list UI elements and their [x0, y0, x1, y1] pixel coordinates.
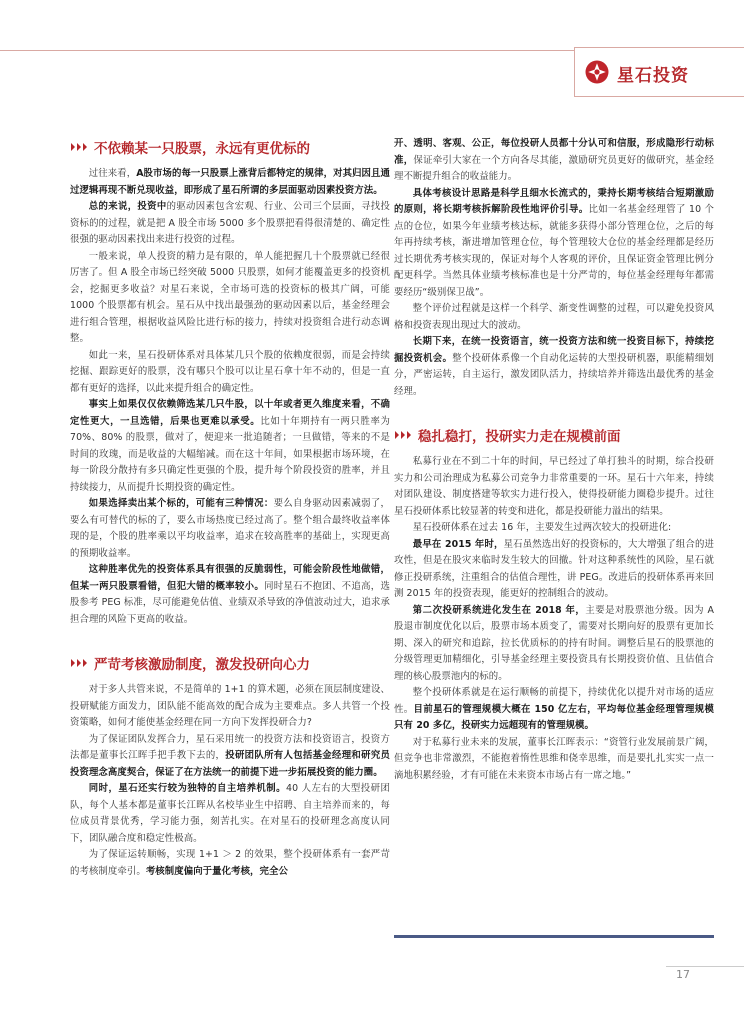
- paragraph: 同时，星石还实行较为独特的自主培养机制。40 人左右的大型投研团队，每个人基本都是董事长江晖从名校毕业生中招聘、自主培养而来的，每位成员背景优秀，学习能力强，刻苦扎实。在对星石的投研理念高度认同下，团队融合度和稳定性极高。: [70, 783, 390, 844]
- xingshi-logo-icon: [585, 60, 609, 84]
- paragraph: 私募行业在不到二十年的时间，早已经过了单打独斗的时期，综合投研实力和公司治理成为私募公司竞争力非常重要的一环。星石十六年来，持续对团队建设、制度搭建等软实力进行投入，使得投研能力圈稳步提升。过往星石投研体系比较显著的转变和进化，都是投研能力溢出的结果。: [394, 456, 714, 517]
- paragraph: 事实上如果仅仅依赖筛选某几只牛股，以十年或者更久维度来看，不确定性更大，一旦选错，后果也更难以承受。比如十年期持有一两只胜率为 70%、80% 的股票，做对了，便迎来一批追随者；一旦做错，等来的不是时间的玫瑰，而是收益的大幅缩减。而在这十年间，如果根据市场环境，在每一阶段分散持有多只确定性更强的个股，提升每个阶段投资的胜率，并且持续接力，从而提升长期投资的确定性。: [70, 399, 390, 493]
- section-heading: [394, 424, 714, 446]
- triple-chevron-icon: [394, 430, 414, 440]
- triple-chevron-icon: [70, 142, 90, 152]
- brand-block: [574, 47, 744, 97]
- header-rule: [0, 50, 574, 51]
- paragraph: 这种胜率优先的投资体系具有很强的反脆弱性，可能会阶段性地做错，但某一两只股票看错，但犯大错的概率较小。同时星石不抱团、不追高，选股参考 PEG 标准，尽可能避免估值、业绩双杀导致的净值波动过大，追求承担合理的风险下更高的收益。: [70, 564, 390, 625]
- section-title: 不依赖某一只股票，永远有更优标的: [94, 141, 310, 157]
- right-column: [394, 136, 714, 784]
- page-number: 17: [676, 968, 690, 981]
- section-heading: [70, 652, 390, 674]
- brand-name: 星石投资: [617, 66, 689, 86]
- paragraph: 一般来说，单人投资的精力是有限的，单人能把握几十个股票就已经很厉害了。但 A 股全市场已经突破 5000 只股票，如何才能覆盖更多的投资机会，挖掘更多收益？对星石来说，全市场可选的投资标的极其广阔，可能 1000 个股票都有机会。星石从中找出最强劲的驱动因素以后，基金经理会进行组合管理，根据收益风险比进行标的接力，持续对投资组合进行动态调整。: [70, 250, 390, 344]
- paragraph: 整个评价过程就是这样一个科学、渐变性调整的过程，可以避免投资风格和投资表现出现过大的波动。: [394, 303, 714, 331]
- left-column: [70, 136, 390, 880]
- paragraph: 具体考核设计思路是科学且细水长流式的，秉持长期考核结合短期激励的原则，将长期考核拆解阶段性地评价引导。比如一名基金经理管了 10 个点的仓位，如果今年业绩考核达标，就能多获得小部分管理仓位，之后的每年再持续考核，渐进增加管理仓位，每个管理较大仓位的基金经理都是经历过长期优秀考核实现的，保证对每个人客观的评价，且保证资金管理比例分配更科学。当然具体业绩考核标准也是十分严苛的，每位基金经理每年都需要经历“级别保卫战”。: [394, 187, 714, 298]
- paragraph: 如果选择卖出某个标的，可能有三种情况：要么自身驱动因素减弱了，要么有可替代的标的了，要么市场热度已经过高了。整个组合最终收益率体现的是，个股的胜率乘以平均收益率，追求在较高胜率的基础上，实现更高的预期收益率。: [70, 498, 391, 559]
- paragraph: 长期下来，在统一投资语言，统一投资方法和统一投资目标下，持续挖掘投资机会。整个投研体系像一个自动化运转的大型投研机器，职能精细划分，严密运转，自主运行，激发团队活力，持续培养并筛选出最优秀的基金经理。: [394, 336, 715, 397]
- paragraph: 星石投研体系在过去 16 年，主要发生过两次较大的投研进化:: [412, 522, 672, 533]
- section-title: 稳扎稳打，投研实力走在规模前面: [418, 429, 621, 445]
- triple-chevron-icon: [70, 658, 90, 668]
- paragraph: 为了保证运转顺畅，实现 1+1 ＞ 2 的效果，整个投研体系有一套严苛的考核制度牵引。考核制度偏向于量化考核，完全公: [70, 849, 390, 877]
- paragraph: 为了保证团队发挥合力，星石采用统一的投资方法和投资语言，投资方法都是董事长江晖手把手教下去的，投研团队所有人包括基金经理和研究员投资理念高度契合，保证了在方法统一的前提下进一步拓展投资的能力圈。: [70, 733, 390, 778]
- paragraph: 整个投研体系就是在运行顺畅的前提下，持续优化以提升对市场的适应性。目前星石的管理规模大概在 150 亿左右，平均每位基金经理管理规模只有 20 多亿，投研实力远超现有的管理规模。: [394, 687, 714, 731]
- paragraph: 过往来看，A股市场的每一只股票上涨背后都特定的规律，对其归因且通过逻辑再现不断兑现收益，即形成了星石所谓的多层面驱动因素投资方法。: [70, 168, 390, 196]
- paragraph: 最早在 2015 年时，星石虽然选出好的投资标的，大大增强了组合的进攻性，但是在股灾来临时发生较大的回撤。针对这种系统性的风险，星石就修正投研系统，注重组合的估值合理性，讲 PEG。改进后的投研体系再来回测 2015 年的投资表现，能更好的控制组合的波动。: [394, 538, 714, 599]
- section-title: 严苛考核激励制度，激发投研向心力: [94, 657, 310, 673]
- page-number-rule: [666, 966, 744, 967]
- paragraph: 对于多人共管来说，不是简单的 1+1 的算术题，必须在顶层制度建设、投研赋能方面发力，团队能不能高效的配合成为主要难点。多人共管一个投资策略，如何才能使基金经理在同一方向下发挥投研合力?: [70, 684, 390, 728]
- footer-accent-bar: [394, 935, 714, 938]
- paragraph: 如此一来，星石投研体系对具体某几只个股的依赖度很弱，而是会持续挖掘、跟踪更好的股票，没有哪只个股可以让星石拿十年不动的，但是一直都有更好的选择，以此来提升组合的确定性。: [70, 349, 390, 394]
- paragraph: 对于私募行业未来的发展，董事长江晖表示：“资管行业发展前景广阔，但竞争也非常激烈，不能抱着惰性思维和侥幸思维，而是要扎扎实实一点一滴地积累经验，才有可能在未来资本市场占有一席之地。”: [394, 736, 714, 781]
- paragraph: 开、透明、客观、公正，每位投研人员都十分认可和信服，形成隐形行动标准，保证牵引大家在一个方向各尽其能，激励研究员更好的做研究，基金经理不断提升组合的收益能力。: [394, 138, 715, 182]
- section-heading: [70, 136, 390, 158]
- paragraph: 第二次投研系统进化发生在 2018 年，主要是对股票池分级。因为 A 股退市制度优化以后，股票市场本质变了，需要对长期向好的股票有更加长期、深入的研究和追踪，拉长优质标的的持有时间。调整后星石的股票池的分级管理更加精细化，引导基金经理主要投资具有长期投资价值、且估值合理的核心股票池内的标的。: [394, 604, 715, 682]
- paragraph: 总的来说，投资中的驱动因素包含宏观、行业、公司三个层面，寻找投资标的的过程，就是把 A 股全市场 5000 多个股票把看得很清楚的、确定性很强的驱动因素找出来进行投资的过程。: [70, 201, 390, 245]
